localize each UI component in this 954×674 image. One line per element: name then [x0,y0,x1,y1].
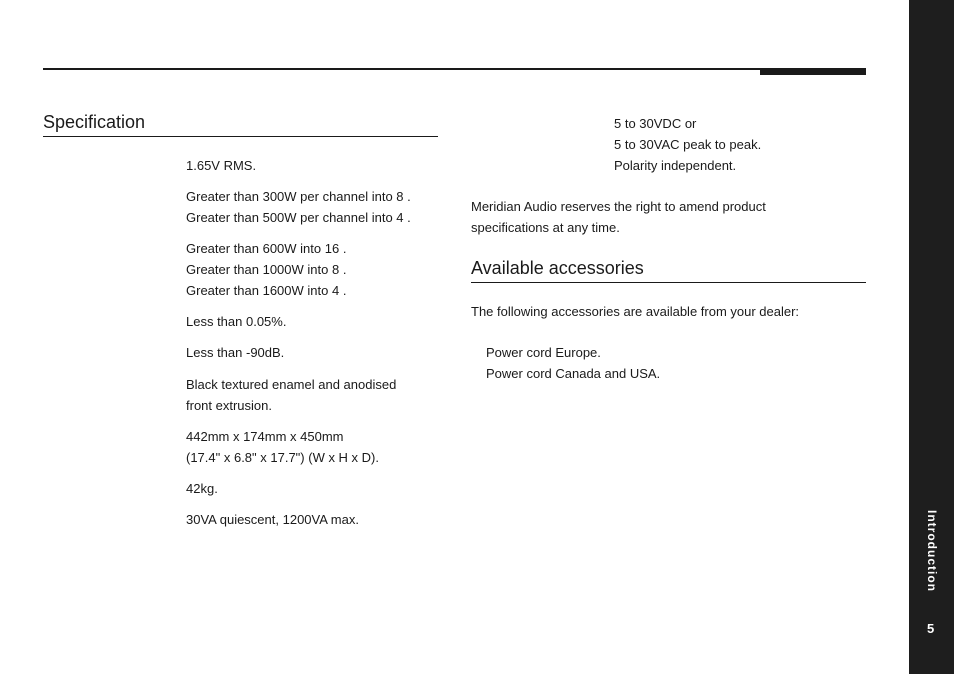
top-rule [43,68,866,70]
page-number: 5 [927,621,935,636]
spec-bridged-output: Greater than 600W into 16 . Greater than 1000W into 8 . Greater than 1600W into 4 . [186,241,347,298]
top-rule-accent [760,69,866,75]
list-item: Power cord Europe. [486,345,601,360]
spec-dimensions: 442mm x 174mm x 450mm (17.4" x 6.8" x 17.7") (W x H x D). [186,429,380,465]
specification-heading: Specification [43,112,146,132]
spec-power-consumption: 30VA quiescent, 1200VA max. [186,512,359,527]
spec-weight: 42kg. [186,481,218,496]
specification-heading-rule [43,136,438,137]
disclaimer: Meridian Audio reserves the right to amend product specifications at any time. [471,199,766,235]
list-item: Power cord Canada and USA. [486,366,661,381]
section-tab-label: Introduction [925,510,939,592]
spec-noise: Less than -90dB. [186,345,285,360]
spec-finish: Black textured enamel and anodised front extrusion. [186,377,397,413]
accessories-heading-rule [471,282,866,283]
accessories-list [486,342,660,384]
accessories-intro: The following accessories are available from your dealer: [471,304,800,319]
accessories-heading: Available accessories [471,258,644,278]
spec-trigger: 5 to 30VDC or 5 to 30VAC peak to peak. Polarity independent. [614,116,762,173]
spec-distortion: Less than 0.05%. [186,314,287,329]
spec-output-voltage: 1.65V RMS. [186,158,257,173]
spec-power-output: Greater than 300W per channel into 8 . Greater than 500W per channel into 4 . [186,189,411,225]
